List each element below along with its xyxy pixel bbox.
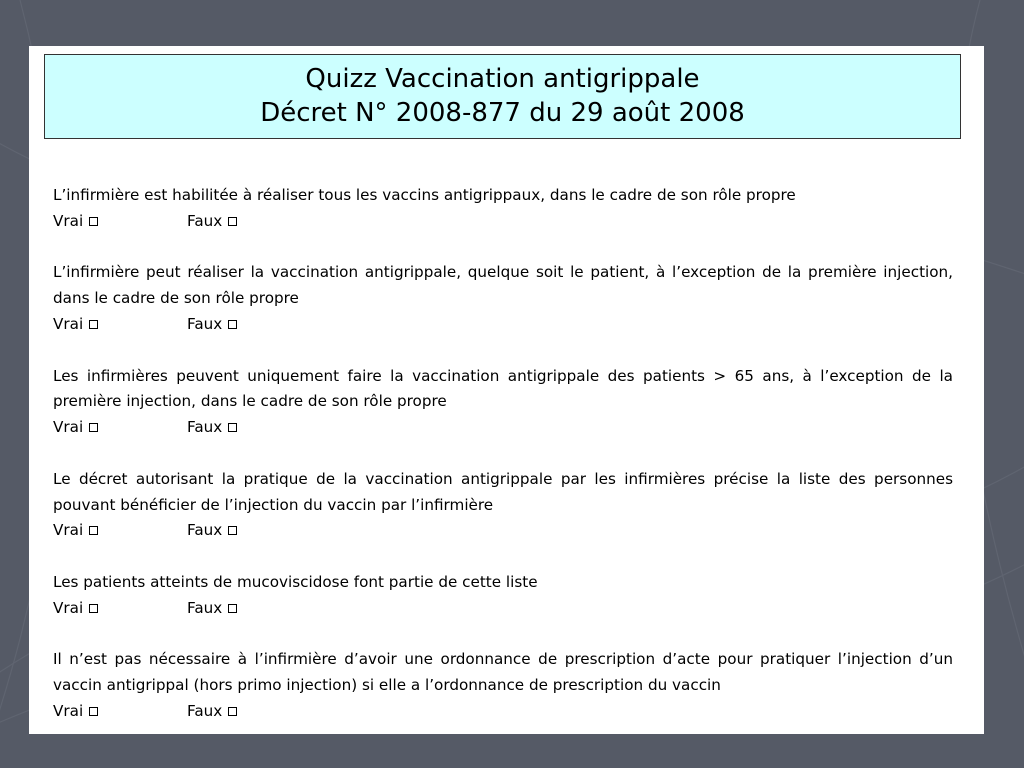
option-vrai[interactable] [53,209,187,235]
question-item [53,364,953,441]
option-faux[interactable] [187,596,237,622]
answer-options [53,518,953,544]
answer-options [53,415,953,441]
question-text: L’infirmière est habilitée à réaliser tous les vaccins antigrippaux, dans le cadre de son rôle propre [53,186,796,204]
checkbox-vrai[interactable] [89,707,98,716]
question-item [53,647,953,724]
checkbox-vrai[interactable] [89,320,98,329]
checkbox-faux[interactable] [228,217,237,226]
checkbox-faux[interactable] [228,604,237,613]
option-vrai-label: Vrai [53,598,84,617]
answer-options [53,209,953,235]
question-text: Il n’est pas nécessaire à l’infirmière d’avoir une ordonnance de prescription d’acte pour pratiquer l’injection d’un vaccin antigrippal (hors primo injection) si elle a l’ordonnance de prescription du vaccin [53,650,953,695]
question-item [53,183,953,235]
checkbox-vrai[interactable] [89,604,98,613]
option-vrai[interactable] [53,312,187,338]
option-vrai[interactable] [53,518,187,544]
checkbox-faux[interactable] [228,320,237,329]
question-item [53,467,953,544]
option-vrai-label: Vrai [53,701,84,720]
slide [29,46,984,734]
question-text: Les patients atteints de mucoviscidose font partie de cette liste [53,572,538,591]
option-faux-label: Faux [187,211,223,230]
question-text: L’infirmière peut réaliser la vaccination antigrippale, quelque soit le patient, à l’exception de la première injection, dans le cadre de son rôle propre [53,263,953,308]
option-vrai-label: Vrai [53,521,84,540]
option-vrai-label: Vrai [53,211,84,230]
option-vrai[interactable] [53,596,187,622]
option-vrai-label: Vrai [53,418,84,437]
option-faux[interactable] [187,699,237,725]
checkbox-faux[interactable] [228,526,237,535]
answer-options [53,596,953,622]
checkbox-vrai[interactable] [89,526,98,535]
option-faux[interactable] [187,209,237,235]
answer-options [53,699,953,725]
question-text: Les infirmières peuvent uniquement faire la vaccination antigrippale des patients > 65 ans, à l’exception de la première injection, dans le cadre de son rôle propre [53,366,953,411]
answer-options [53,312,953,338]
question-item [53,570,953,622]
option-faux[interactable] [187,415,237,441]
option-faux[interactable] [187,312,237,338]
option-vrai-label: Vrai [53,314,84,333]
checkbox-vrai[interactable] [89,423,98,432]
question-item [53,260,953,337]
checkbox-vrai[interactable] [89,217,98,226]
title-box [44,54,961,139]
option-vrai[interactable] [53,699,187,725]
option-faux[interactable] [187,518,237,544]
option-faux-label: Faux [187,418,223,437]
option-faux-label: Faux [187,314,223,333]
title-line-1: Quizz Vaccination antigrippale [305,64,700,94]
option-vrai[interactable] [53,415,187,441]
option-faux-label: Faux [187,598,223,617]
checkbox-faux[interactable] [228,423,237,432]
question-list [53,183,953,751]
checkbox-faux[interactable] [228,707,237,716]
question-text: Le décret autorisant la pratique de la vaccination antigrippale par les infirmières précise la liste des personnes pouvant bénéficier de l’injection du vaccin par l’infirmière [53,469,953,514]
option-faux-label: Faux [187,521,223,540]
option-faux-label: Faux [187,701,223,720]
title-line-2: Décret N° 2008-877 du 29 août 2008 [260,98,745,128]
